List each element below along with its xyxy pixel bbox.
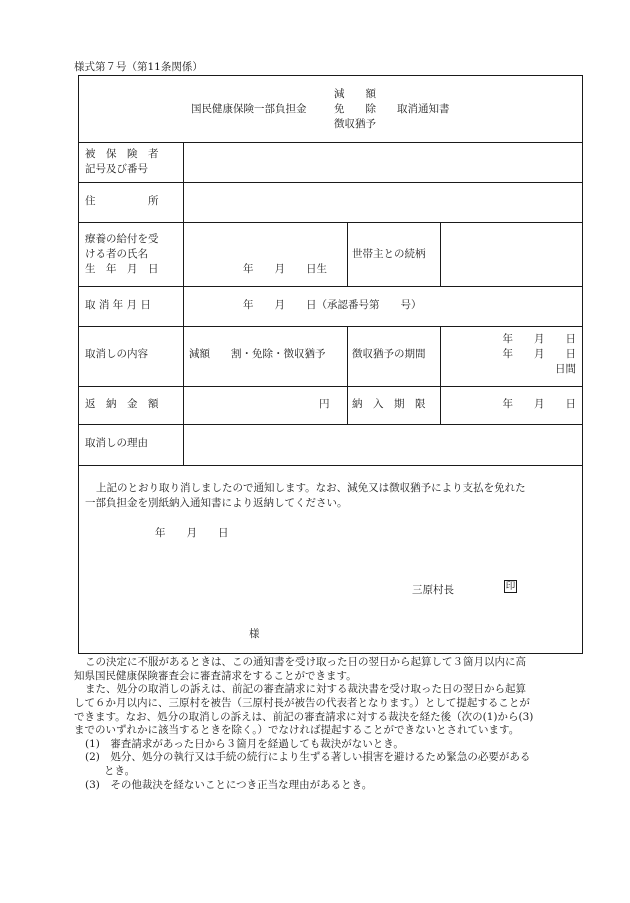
period-end-date: 年 月 日 [502,348,576,360]
row-divider [79,326,582,327]
cancel-content-field: 減額 割・免除・徴収猶予 [189,348,326,360]
recipient-label: 生 年 月 日 [85,263,159,275]
notice-text: 一部負担金を別紙納入通知書により返納してください。 [85,497,348,509]
row-divider [79,222,582,223]
deferral-period-label: 徴収猶予の期間 [352,348,426,360]
notes-paragraph: して６か月以内に、三原村を被告（三原村長が被告の代表者となります。）として提起することが [74,696,530,709]
row-divider [79,142,582,143]
row-divider [79,465,582,466]
title-suffix: 取消通知書 [397,103,450,115]
addressee-honorific: 様 [249,628,260,640]
notes-paragraph: までのいずれかに該当するときを除く。）でなければ提起することができないとされています。 [74,724,520,737]
address-label: 住 所 [85,195,159,207]
form-number-label: 様式第７号（第11条関係） [74,61,203,73]
title-prefix: 国民健康保険一部負担金 [191,103,307,115]
notes-paragraph: また、処分の取消しの訴えは、前記の審査請求に対する裁決書を受け取った日の翌日から起算 [85,683,526,696]
row-divider [79,386,582,387]
relation-label: 世帯主との続柄 [352,248,426,260]
row-divider [79,286,582,287]
column-divider [440,326,441,424]
row-divider [79,424,582,425]
insured-number-label: 記号及び番号 [85,163,148,175]
title-option-deferral: 徴収猶予 [334,118,376,130]
notes-paragraph: できます。なお、処分の取消しの訴えは、前記の審査請求に対する裁決を経た後（次の(1)から(3) [74,710,534,723]
cancel-reason-label: 取消しの理由 [85,437,148,449]
notice-date: 年 月 日 [155,527,229,539]
row-divider [79,182,582,183]
recipient-label: ける者の氏名 [85,248,148,260]
column-divider [347,222,348,286]
refund-amount-label: 返 納 金 額 [85,398,159,410]
column-divider [183,142,184,465]
cancel-content-label: 取消しの内容 [85,348,148,360]
title-option-reduction: 減 額 [334,88,376,100]
notes-paragraph: 知県国民健康保険審査会に審査請求をすることができます。 [74,669,357,682]
refund-amount-unit: 円 [319,398,330,410]
payment-deadline-label: 納 入 期 限 [352,398,426,410]
notes-list-item: (2) 処分、処分の執行又は手続の続行により生ずる著しい損害を避けるため緊急の必要がある [85,751,531,764]
period-days: 日間 [555,363,576,375]
period-start-date: 年 月 日 [502,333,576,345]
payment-deadline-field: 年 月 日 [502,398,576,410]
notes-list-item: (3) その他裁決を経ないことにつき正当な理由があるとき。 [85,778,373,791]
seal-icon: 印 [505,581,516,592]
notice-text: 上記のとおり取り消しましたので通知します。なお、減免又は徴収猶予により支払を免れた [96,482,526,494]
column-divider [440,222,441,286]
notes-list-item: とき。 [104,765,136,778]
notes-list-item: (1) 審査請求があった日から３箇月を経過しても裁決がないとき。 [85,737,404,750]
column-divider [347,326,348,424]
notice-form-table [78,75,583,654]
appeal-notes [74,656,584,792]
cancel-date-field: 年 月 日（承認番号第 号） [243,299,422,311]
insured-number-label: 被 保 険 者 [85,148,159,160]
cancel-date-label: 取 消 年 月 日 [85,299,151,311]
notes-paragraph: この決定に不服があるときは、この通知書を受け取った日の翌日から起算して３箇月以内に高 [85,656,526,668]
recipient-label: 療養の給付を受 [85,233,159,245]
mayor-name: 三原村長 [412,584,454,596]
title-option-exemption: 免 除 [334,103,376,115]
birth-date-field: 年 月 日生 [243,263,327,275]
